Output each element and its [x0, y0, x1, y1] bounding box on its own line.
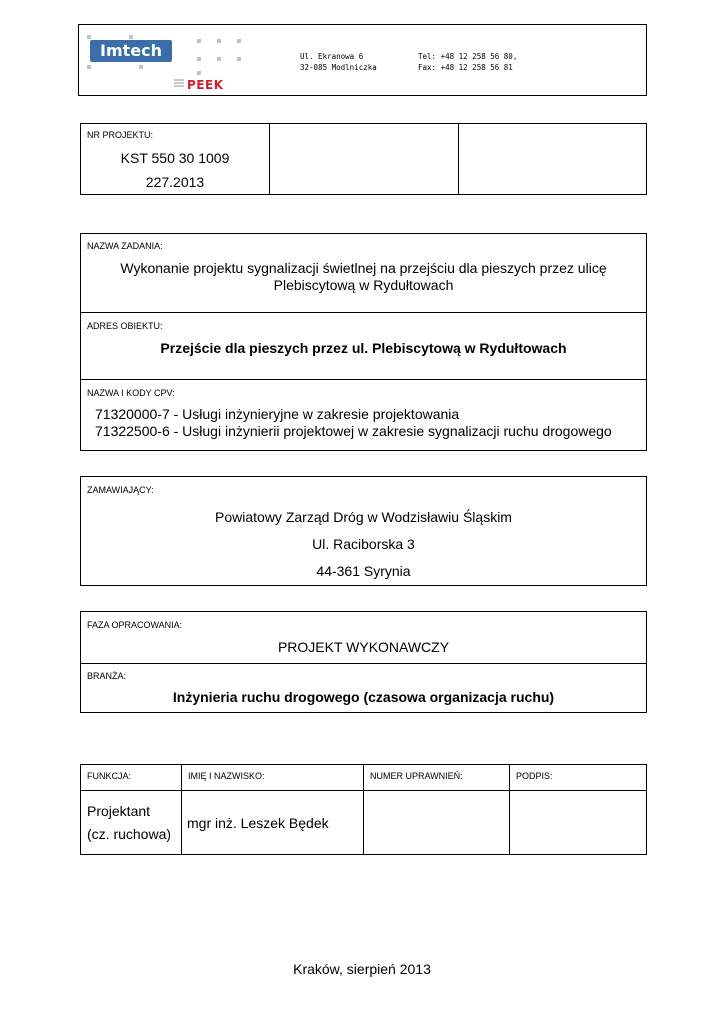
phase-label: FAZA OPRACOWANIA:	[87, 620, 183, 630]
project-number: KST 550 30 1009	[120, 150, 230, 166]
person-name: mgr inż. Leszek Będek	[182, 791, 364, 855]
cpv-code-1: 71320000-7 - Usługi inżynieryjne w zakresie projektowania	[95, 406, 460, 422]
object-address-value: Przejście dla pieszych przez ul. Plebiscytową w Rydułtowach	[160, 340, 567, 356]
peek-logo: PEEK	[187, 78, 224, 92]
license-number	[364, 791, 510, 855]
project-empty-cell-1	[270, 124, 459, 195]
client-city: 44-361 Syrynia	[316, 563, 411, 579]
cpv-code-2: 71322500-6 - Usługi inżynierii projektowej w zakresie sygnalizacji ruchu drogowego	[95, 423, 612, 439]
function-cell	[81, 791, 182, 855]
peek-mark-icon	[174, 79, 184, 89]
project-code: 227.2013	[145, 174, 205, 190]
phase-row	[81, 612, 646, 664]
function-scope: (cz. ruchowa)	[87, 825, 172, 842]
client-label: ZAMAWIAJĄCY:	[87, 485, 154, 495]
header-signature: PODPIS:	[510, 765, 647, 791]
task-name-label: NAZWA ZADANIA:	[87, 241, 163, 251]
project-number-label: NR PROJEKTU:	[87, 130, 154, 140]
branch-label: BRANŻA:	[87, 671, 127, 681]
task-section	[80, 233, 647, 451]
function-title: Projektant	[87, 802, 151, 819]
address-city: 32-085 Modlniczka	[300, 63, 377, 72]
phase-section	[80, 611, 647, 713]
company-address	[300, 51, 377, 73]
cpv-label: NAZWA I KODY CPV:	[87, 388, 175, 398]
task-name-line1: Wykonanie projektu sygnalizacji świetlnej na przejściu dla pieszych przez ulicę	[120, 260, 607, 276]
task-name-line2: Plebiscytową w Rydułtowach	[273, 277, 454, 293]
signature-box	[510, 791, 647, 855]
cpv-row	[81, 380, 646, 450]
imtech-logo: Imtech	[90, 40, 172, 62]
header-name: IMIĘ I NAZWISKO:	[182, 765, 364, 791]
branch-value: Inżynieria ruchu drogowego (czasowa organizacja ruchu)	[172, 689, 555, 705]
branch-row	[81, 664, 646, 712]
contact-fax: Fax: +48 12 258 56 81	[418, 63, 513, 72]
phase-value: PROJEKT WYKONAWCZY	[277, 639, 450, 655]
project-empty-cell-2	[459, 124, 647, 195]
client-section	[80, 476, 647, 586]
signatures-data-row	[81, 791, 647, 855]
signatures-header-row	[81, 765, 647, 791]
client-street: Ul. Raciborska 3	[312, 536, 415, 552]
address-street: Ul. Ekranowa 6	[300, 52, 364, 61]
header-license: NUMER UPRAWNIEŃ:	[364, 765, 510, 791]
client-name: Powiatowy Zarząd Dróg w Wodzisławiu Śląskim	[215, 509, 512, 525]
letterhead	[78, 24, 647, 96]
company-contact	[418, 51, 517, 73]
object-address-row	[81, 313, 646, 380]
place-and-date: Kraków, sierpień 2013	[293, 961, 431, 977]
signatures-table	[80, 764, 647, 855]
object-address-label: ADRES OBIEKTU:	[87, 321, 163, 331]
header-function: FUNKCJA:	[81, 765, 182, 791]
project-number-table	[80, 123, 647, 195]
project-number-cell	[81, 124, 270, 195]
contact-tel: Tel: +48 12 258 56 80,	[418, 52, 518, 61]
task-name-row	[81, 234, 646, 313]
